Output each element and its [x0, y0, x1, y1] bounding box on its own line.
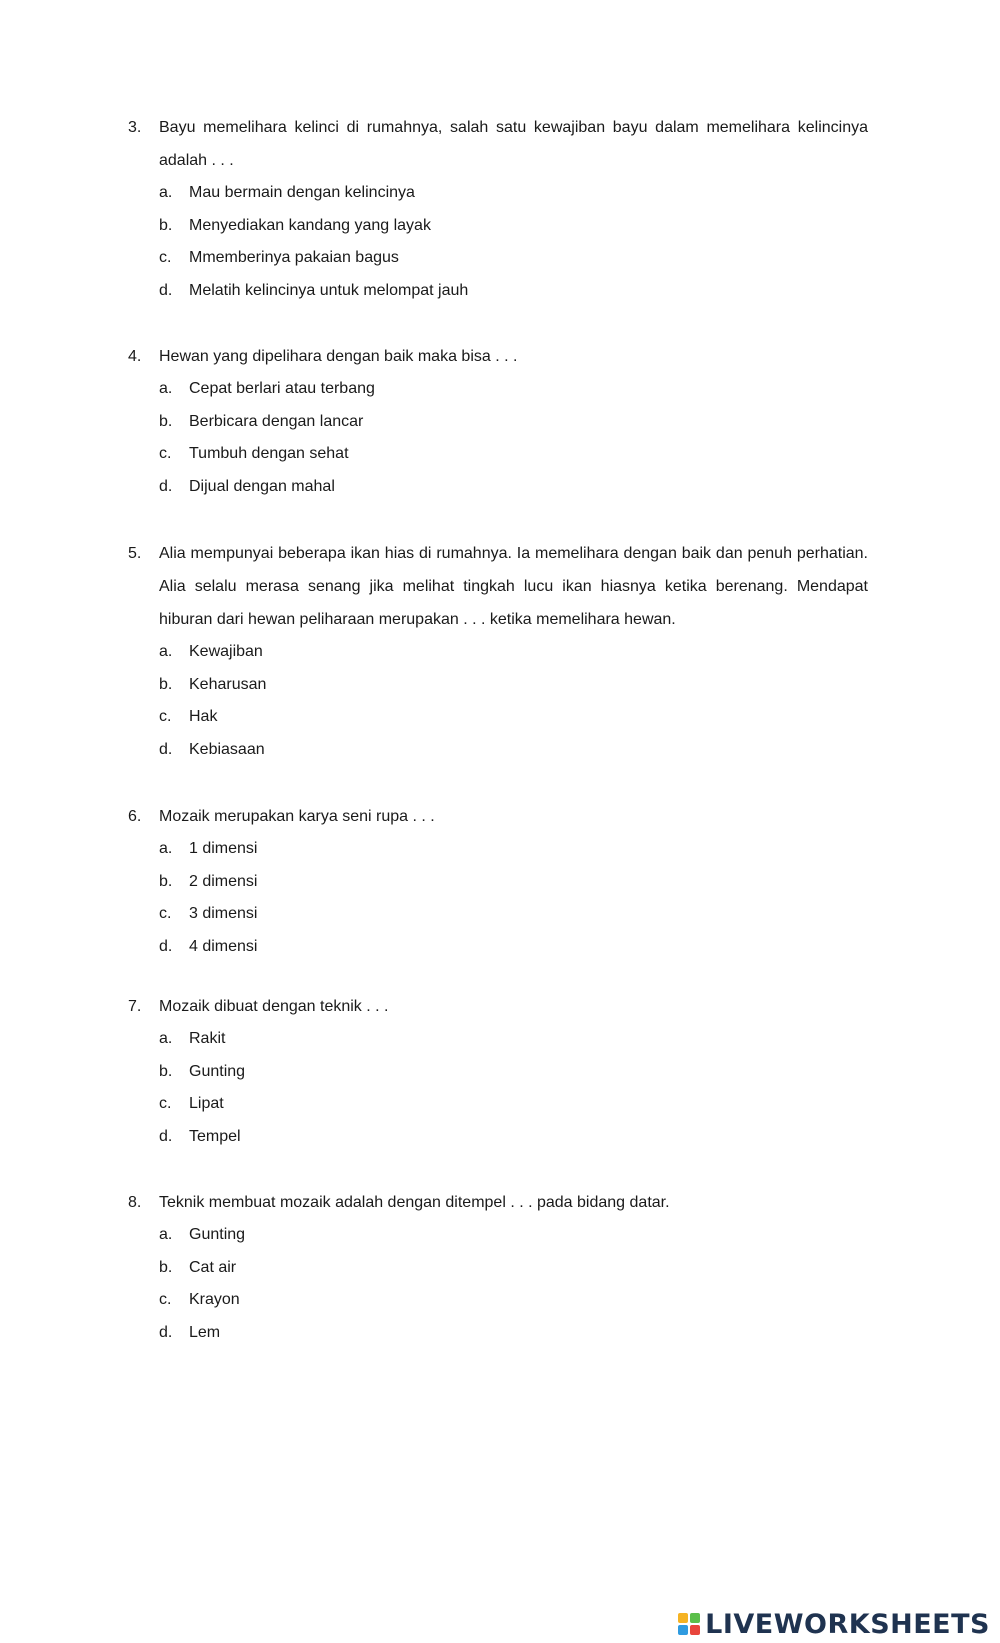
option-text: Krayon — [189, 1291, 240, 1309]
option-text: Kebiasaan — [189, 741, 265, 759]
option-letter: d. — [159, 1324, 173, 1342]
logo-tile — [690, 1613, 700, 1623]
option-text: Lipat — [189, 1095, 224, 1113]
option-b[interactable] — [128, 210, 868, 243]
option-letter: b. — [159, 216, 173, 234]
question-stem — [128, 800, 868, 833]
option-d[interactable] — [128, 275, 868, 308]
option-text: Mmemberinya pakaian bagus — [189, 249, 399, 267]
option-a[interactable] — [128, 1023, 868, 1056]
question-stem — [128, 340, 868, 373]
option-c[interactable] — [128, 1284, 868, 1317]
option-c[interactable] — [128, 701, 868, 734]
option-text: Tumbuh dengan sehat — [189, 445, 349, 463]
option-letter: d. — [159, 478, 173, 496]
option-text: Dijual dengan mahal — [189, 478, 335, 496]
question-3 — [128, 111, 868, 308]
option-c[interactable] — [128, 242, 868, 275]
option-letter: b. — [159, 1062, 173, 1080]
option-a[interactable] — [128, 636, 868, 669]
option-text: Cat air — [189, 1258, 237, 1276]
question-stem — [128, 990, 868, 1023]
option-text: Cepat berlari atau terbang — [189, 380, 375, 397]
option-letter: c. — [159, 249, 172, 267]
question-8 — [128, 1186, 868, 1350]
option-a[interactable] — [128, 833, 868, 866]
option-text: Tempel — [189, 1128, 241, 1146]
option-letter: b. — [159, 1258, 173, 1276]
logo-tile — [678, 1613, 688, 1623]
question-text: Bayu memelihara kelinci di rumahnya, salah satu kewajiban bayu dalam memelihara kelincinya adalah . . . — [159, 119, 868, 169]
option-b[interactable] — [128, 1056, 868, 1089]
option-text: 1 dimensi — [189, 840, 258, 857]
option-c[interactable] — [128, 1088, 868, 1121]
brand-name: LIVEWORKSHEETS — [705, 1608, 990, 1640]
option-text: 3 dimensi — [189, 905, 258, 923]
question-number: 7. — [128, 998, 142, 1015]
option-b[interactable] — [128, 1252, 868, 1285]
question-number: 8. — [128, 1194, 142, 1211]
option-text: Lem — [189, 1324, 221, 1342]
option-c[interactable] — [128, 898, 868, 931]
option-b[interactable] — [128, 669, 868, 702]
option-a[interactable] — [128, 1219, 868, 1252]
option-text: Rakit — [189, 1030, 226, 1047]
logo-tile — [678, 1625, 688, 1635]
option-d[interactable] — [128, 734, 868, 767]
question-text: Teknik membuat mozaik adalah dengan ditempel . . . pada bidang datar. — [159, 1194, 670, 1211]
option-text: Kewajiban — [189, 643, 263, 660]
option-d[interactable] — [128, 1121, 868, 1154]
option-text: 2 dimensi — [189, 872, 258, 890]
option-a[interactable] — [128, 177, 868, 210]
option-letter: a. — [159, 184, 173, 201]
option-letter: a. — [159, 380, 173, 397]
option-letter: a. — [159, 840, 173, 857]
option-letter: a. — [159, 1226, 173, 1243]
option-letter: b. — [159, 872, 173, 890]
question-text: Mozaik merupakan karya seni rupa . . . — [159, 808, 435, 825]
option-letter: d. — [159, 938, 173, 956]
option-letter: c. — [159, 905, 172, 923]
question-text: Hewan yang dipelihara dengan baik maka bisa . . . — [159, 348, 518, 365]
option-text: Gunting — [189, 1226, 246, 1243]
question-6 — [128, 800, 868, 964]
option-text: Gunting — [189, 1062, 246, 1080]
option-d[interactable] — [128, 1317, 868, 1350]
option-text: Hak — [189, 708, 218, 726]
question-number: 4. — [128, 348, 142, 365]
option-text: Mau bermain dengan kelincinya — [189, 184, 415, 201]
option-d[interactable] — [128, 471, 868, 504]
option-letter: c. — [159, 1291, 172, 1309]
option-letter: c. — [159, 1095, 172, 1113]
liveworksheets-brand — [678, 1607, 990, 1641]
option-b[interactable] — [128, 406, 868, 439]
option-text: 4 dimensi — [189, 938, 258, 956]
option-a[interactable] — [128, 373, 868, 406]
option-text: Melatih kelincinya untuk melompat jauh — [189, 282, 469, 300]
option-letter: b. — [159, 675, 173, 693]
logo-tile — [690, 1625, 700, 1635]
option-letter: d. — [159, 741, 173, 759]
question-number: 6. — [128, 808, 142, 825]
option-c[interactable] — [128, 438, 868, 471]
option-text: Keharusan — [189, 675, 267, 693]
question-5 — [128, 537, 868, 767]
option-text: Berbicara dengan lancar — [189, 412, 364, 430]
question-number: 5. — [128, 545, 142, 562]
option-letter: b. — [159, 412, 173, 430]
option-letter: a. — [159, 1030, 173, 1047]
question-4 — [128, 340, 868, 504]
option-letter: a. — [159, 643, 173, 660]
question-text: Alia mempunyai beberapa ikan hias di rumahnya. Ia memelihara dengan baik dan penuh perhatian. Alia selalu merasa senang jika melihat tingkah lucu ikan hiasnya ketika berenang. Mendapat hiburan dari hewan peliharaan merupakan . . . ketika memelihara hewan. — [159, 545, 868, 628]
question-text: Mozaik dibuat dengan teknik . . . — [159, 998, 389, 1015]
question-7 — [128, 990, 868, 1154]
option-letter: d. — [159, 1128, 173, 1146]
question-number: 3. — [128, 119, 142, 136]
liveworksheets-logo-icon — [678, 1613, 700, 1635]
option-letter: c. — [159, 445, 172, 463]
question-stem — [128, 1186, 868, 1219]
option-d[interactable] — [128, 931, 868, 964]
question-stem — [128, 537, 868, 636]
option-b[interactable] — [128, 866, 868, 899]
option-letter: c. — [159, 708, 172, 726]
option-letter: d. — [159, 282, 173, 300]
option-text: Menyediakan kandang yang layak — [189, 216, 431, 234]
question-stem — [128, 111, 868, 177]
